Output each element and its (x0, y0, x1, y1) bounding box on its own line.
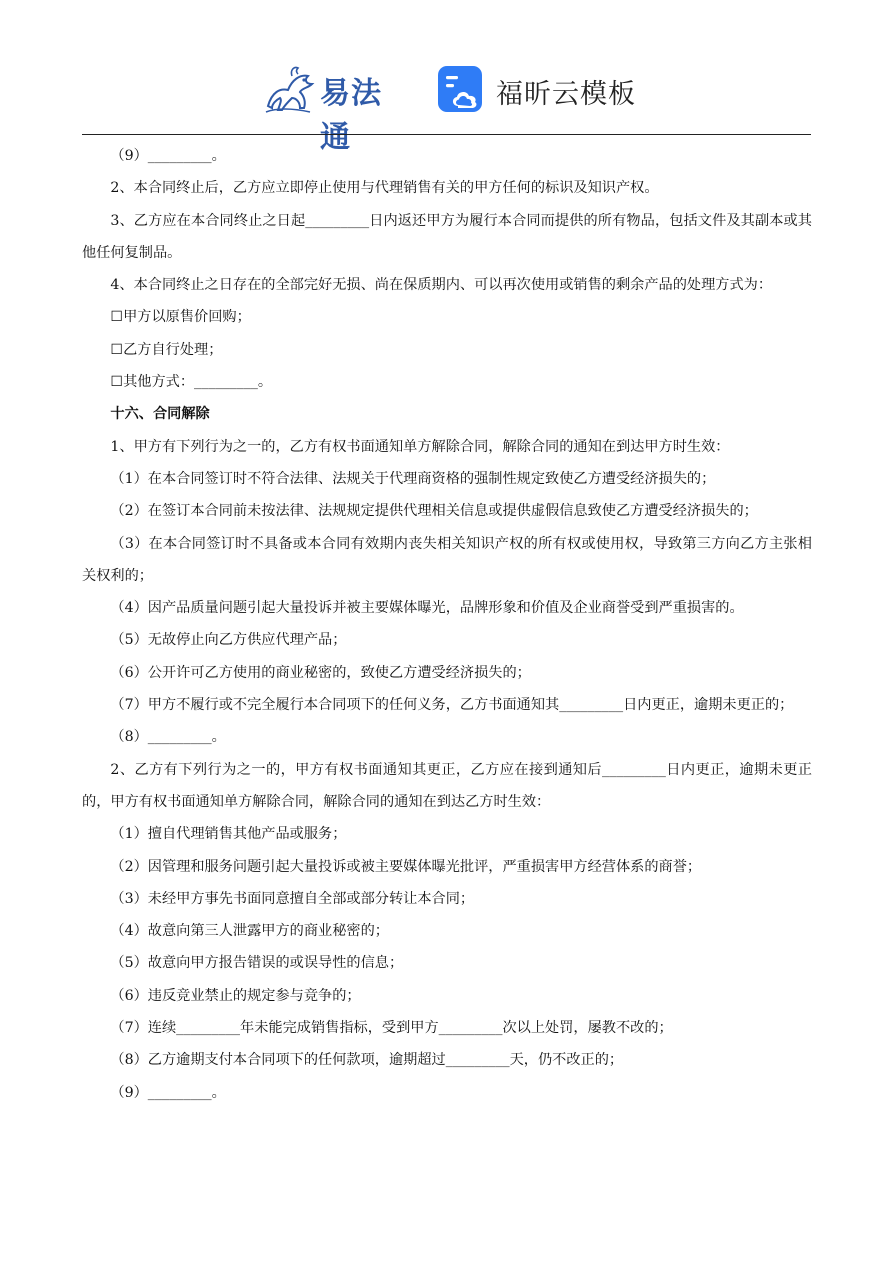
paragraph: （7）连续_________年未能完成销售指标，受到甲方_________次以上处罚，屡教不改的； (110, 1020, 673, 1037)
paragraph: （6）违反竞业禁止的规定参与竞争的； (110, 987, 361, 1004)
logo-left-text: 易法通 (320, 76, 382, 155)
paragraph: ☐乙方自行处理； (110, 341, 223, 358)
paragraph: （7）甲方不履行或不完全履行本合同项下的任何义务，乙方书面通知其_________日内更正，逾期未更正的； (110, 697, 794, 714)
paragraph: 2、本合同终止后，乙方应立即停止使用与代理销售有关的甲方任何的标识及知识产权。 (110, 180, 659, 197)
paragraph: （2）因管理和服务问题引起大量投诉或被主要媒体曝光批评，严重损害甲方经营体系的商誉； (110, 858, 702, 875)
page-header (0, 58, 893, 155)
paragraph: （8）乙方逾期支付本合同项下的任何款项，逾期超过_________天，仍不改正的； (110, 1052, 624, 1069)
yifatong-logo (262, 62, 412, 155)
paragraph: （9）_________。 (110, 1084, 226, 1101)
cloud-document-icon (436, 64, 486, 114)
paragraph: 2、乙方有下列行为之一的，甲方有权书面通知其更正，乙方应在接到通知后_________日内更正，逾期未更正的，甲方有权书面通知单方解除合同，解除合同的通知在到达乙方时生效： (82, 761, 812, 810)
foxit-template-logo (436, 64, 646, 116)
qilin-logo-icon (262, 62, 320, 116)
section-heading: 十六、合同解除 (110, 406, 210, 423)
paragraph: （2）在签订本合同前未按法律、法规规定提供代理相关信息或提供虚假信息致使乙方遭受经济损失的； (110, 503, 758, 520)
paragraph: ☐甲方以原售价回购； (110, 309, 251, 326)
document-body (82, 140, 812, 1109)
paragraph: （4）故意向第三人泄露甲方的商业秘密的； (110, 923, 389, 940)
paragraph: （3）在本合同签订时不具备或本合同有效期内丧失相关知识产权的所有权或使用权，导致第三方向乙方主张相关权利的； (82, 535, 812, 584)
header-divider (82, 134, 811, 135)
paragraph: 4、本合同终止之日存在的全部完好无损、尚在保质期内、可以再次使用或销售的剩余产品的处理方式为： (110, 277, 773, 294)
paragraph: 3、乙方应在本合同终止之日起_________日内返还甲方为履行本合同而提供的所有物品，包括文件及其副本或其他任何复制品。 (82, 212, 812, 261)
paragraph: （1）擅自代理销售其他产品或服务； (110, 826, 347, 843)
paragraph: （9）_________。 (110, 148, 226, 164)
paragraph: （8）_________。 (110, 729, 226, 746)
paragraph: （1）在本合同签订时不符合法律、法规关于代理商资格的强制性规定致使乙方遭受经济损失的； (110, 470, 716, 487)
logo-right-text: 福昕云模板 (496, 79, 636, 110)
paragraph: （4）因产品质量问题引起大量投诉并被主要媒体曝光，品牌形象和价值及企业商誉受到严重损害的。 (110, 600, 744, 617)
paragraph: （5）无故停止向乙方供应代理产品； (110, 632, 347, 649)
paragraph: ☐其他方式：_________。 (110, 374, 273, 391)
paragraph: 1、甲方有下列行为之一的，乙方有权书面通知单方解除合同，解除合同的通知在到达甲方时生效： (110, 438, 730, 455)
paragraph: （3）未经甲方事先书面同意擅自全部或部分转让本合同； (110, 890, 475, 907)
paragraph: （6）公开许可乙方使用的商业秘密的，致使乙方遭受经济损失的； (110, 664, 531, 681)
paragraph: （5）故意向甲方报告错误的或误导性的信息； (110, 955, 404, 972)
